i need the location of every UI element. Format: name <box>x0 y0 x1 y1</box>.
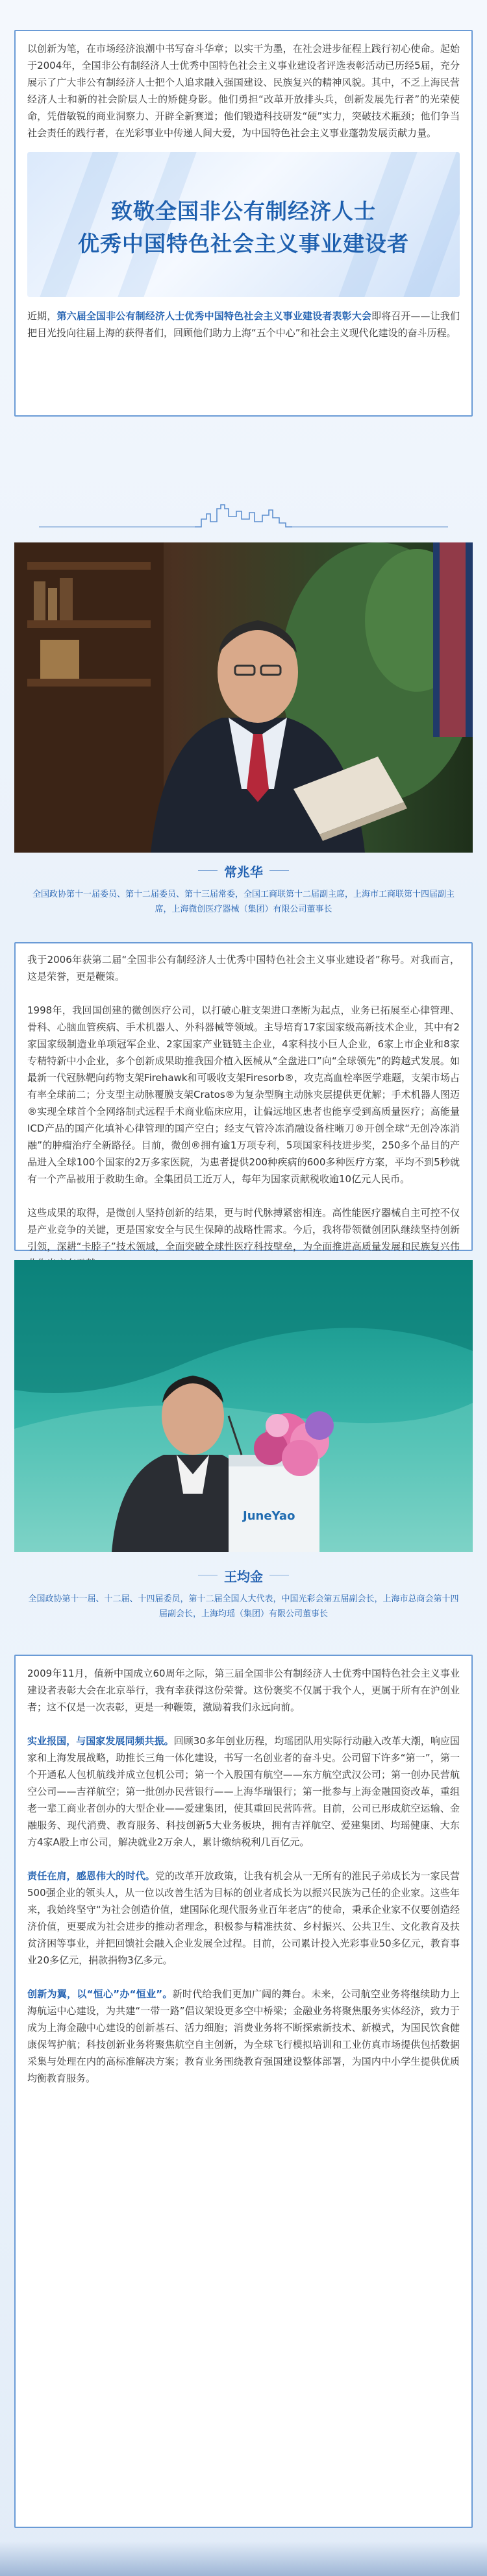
section-lead: 创新为翼，以“恒心”办“恒业”。 <box>27 1988 173 2000</box>
person2-statement <box>14 1655 473 2528</box>
person1-titles: 全国政协第十一届委员、第十二届委员、第十三届常委，全国工商联第十二届副主席，上海市工商联第十四届副主席，上海微创医疗器械（集团）有限公司董事长 <box>32 890 455 914</box>
person1-header <box>14 855 473 936</box>
skyline-divider <box>0 502 487 531</box>
portrait-photo-2 <box>14 1260 473 1552</box>
person2-paragraph-3: 责任在肩，感恩伟大的时代。党的改革开放政策，让我有机会从一无所有的淮民子弟成长为一家民营500强企业的领头人，从一位以改善生活为目标的创业者成长为以振兴民族为己任的企业家。这些年来，我始终坚守“为社会创造价值，建国际化现代服务业百年老店”的使命，秉承企业家不仅要创造经济价值，更要成为社会进步的推动者理念，积极参与精准扶贫、乡村振兴、公共卫生、文化教育及扶贫济困等事业，并把回馈社会融入企业发展全过程。目前，公司累计投入光彩事业50多亿元，教育事业20多亿元，捐款捐物3亿多元。 <box>27 1870 460 1966</box>
top-decoration <box>0 0 487 26</box>
section-lead: 责任在肩，感恩伟大的时代。 <box>27 1870 155 1882</box>
banner-title-line2: 优秀中国特色社会主义事业建设者 <box>78 231 409 256</box>
svg-text:JuneYao: JuneYao <box>243 1509 295 1523</box>
person2-titles: 全国政协第十一届、十二届、十四届委员，第十二届全国人大代表，中国光彩会第五届副会长，上海市总商会第十四届副会长，上海均瑶（集团）有限公司董事长 <box>28 1594 459 1619</box>
intro-paragraph: 以创新为笔，在市场经济浪潮中书写奋斗华章；以实干为墨，在社会进步征程上践行初心使命。起始于2004年，全国非公有制经济人士优秀中国特色社会主义事业建设者评选表彰活动已历经5届，充分展示了广大非公有制经济人士把个人追求融入强国建设、民族复兴的精神风貌。其中，不乏上海民营经济人士和新的社会阶层人士的矫健身影。他们勇担“改革开放排头兵，创新发展先行者”的光荣使命，凭借敏锐的商业洞察力、开辟全新赛道；他们锻造科技研发“硬”实力，突破技术瓶颈；他们争当社会责任的践行者，在光彩事业中传递人间大爱，为中国特色社会主义事业蓬勃发展贡献力量。 <box>27 43 460 139</box>
intro-section <box>14 30 473 417</box>
person2-paragraph-2: 实业报国，与国家发展同频共振。回顾30多年创业历程，均瑶团队用实际行动融入改革大潮，响应国家和上海发展战略，助推长三角一体化建设，书写一名创业者的奋斗史。公司留下许多“第一”，第一个开通私人包机航线并成立包机公司；第一个入股国有航空——东方航空武汉公司；第一创办民营航空公司——吉祥航空；第一批创办民营银行——上海华瑞银行；第一批参与上海金融国资改革，重组老一辈工商业者创办的大型企业——爱建集团，使其重回民营阵营。目前，公司已形成航空运输、金融服务、现代消费、教育服务、科技创新5大业务板块，拥有吉祥航空、爱建集团、均瑶健康、大东方4家A股上市公司，解决就业2万余人，累计缴纳税利几百亿元。 <box>27 1735 460 1848</box>
intro-paragraph-2: 近期，第六届全国非公有制经济人士优秀中国特色社会主义事业建设者表彰大会即将召开——让我们把目光投向往届上海的获得者们，回顾他们助力上海“五个中心”和社会主义现代化建设的奋斗历程。 <box>27 310 460 339</box>
person2-name: 王均金 <box>198 1566 289 1585</box>
banner-title-line1: 致敬全国非公有制经济人士 <box>111 199 376 224</box>
section-lead: 实业报国，与国家发展同频共振。 <box>27 1735 174 1747</box>
title-banner <box>27 152 460 297</box>
person2-header <box>14 1560 473 1640</box>
person1-name: 常兆华 <box>198 862 289 881</box>
event-highlight: 第六届全国非公有制经济人士优秀中国特色社会主义事业建设者表彰大会 <box>56 310 371 322</box>
person1-paragraph-2: 1998年，我回国创建的微创医疗公司，以打破心脏支架进口垄断为起点，业务已拓展至心律管理、骨科、心脑血管疾病、手术机器人、外科器械等领域。主导培育17家国家级高新技术企业，其中有2家国家级制造业单项冠军企业、2家国家产业链链主企业，4家科技小巨人企业，6家上市企业和8家专精特新中小企业，多个创新成果助推我国介植入医械从“全盘进口”向“全球领先”的跨越式发展。如最新一代冠脉靶向药物支架Firehawk和可吸收支架Firesorb®，攻克高血栓率医学难题，支架市场占有率全球前二；分支型主动脉覆膜支架Cratos®为复杂型胸主动脉夹层提供更优解；手术机器人图迈®实现全球首个全网络制式远程手术商业临床应用，让偏远地区患者也能享受到高质量医疗；高能量ICD产品的国产化填补心律管理的国产空白；经支气管冷冻消融设备柱晰刀®开创全球“无创冷冻消融”的肿瘤治疗全新路径。目前，微创®拥有逾1万项专利，5项国家科技进步奖，250多个品目的产品进入全球100个国家的2万多家医院，为患者提供200种疾病的600多种医疗方案，平均不到5秒就有一个产品被用于救助生命。全集团员工近万人，每年为国家贡献税收逾10亿元人民币。 <box>27 1004 460 1185</box>
bottom-decoration <box>0 2541 487 2576</box>
portrait-photo-1 <box>14 542 473 853</box>
person2-paragraph-4: 创新为翼，以“恒心”办“恒业”。新时代给我们更加广阔的舞台。未来，公司航空业务将继续助力上海航运中心建设，为共建“一带一路”倡议架设更多空中桥梁；金融业务将聚焦服务实体经济，致力于成为上海金融中心建设的创新基石、活力细胞；消费业务将不断探索新技术、新模式，为国民饮食健康保驾护航；科技创新业务将聚焦航空自主创新，为全球飞行模拟培训和工业仿真市场提供包括数据采集与处理在内的高标准解决方案；教育业务围绕教育强国建设整体部署，为国内中小学生提供优质均衡教育服务。 <box>27 1988 460 2084</box>
person2-paragraph-1: 2009年11月，值新中国成立60周年之际，第三届全国非公有制经济人士优秀中国特色社会主义事业建设者表彰大会在北京举行，我有幸获得这份荣誉。这份褒奖不仅属于我个人，更属于所有在沪创业者；这不仅是一次表彰，更是一种鞭策，激励着我们永远向前。 <box>27 1668 460 1713</box>
person1-paragraph-1: 我于2006年获第二届“全国非公有制经济人士优秀中国特色社会主义事业建设者”称号。对我而言，这是荣誉，更是鞭策。 <box>27 954 460 982</box>
person1-statement <box>14 942 473 1251</box>
person1-paragraph-3: 这些成果的取得，是微创人坚持创新的结果，更与时代脉搏紧密相连。高性能医疗器械自主可控不仅是产业竞争的关键，更是国家安全与民生保障的战略性需求。今后，我将带领微创团队继续坚持创新引领，深耕“卡脖子”技术领域，全面突破全球性医疗科技壁垒，为全面推进高质量发展和民族复兴伟 <box>27 1207 460 1252</box>
